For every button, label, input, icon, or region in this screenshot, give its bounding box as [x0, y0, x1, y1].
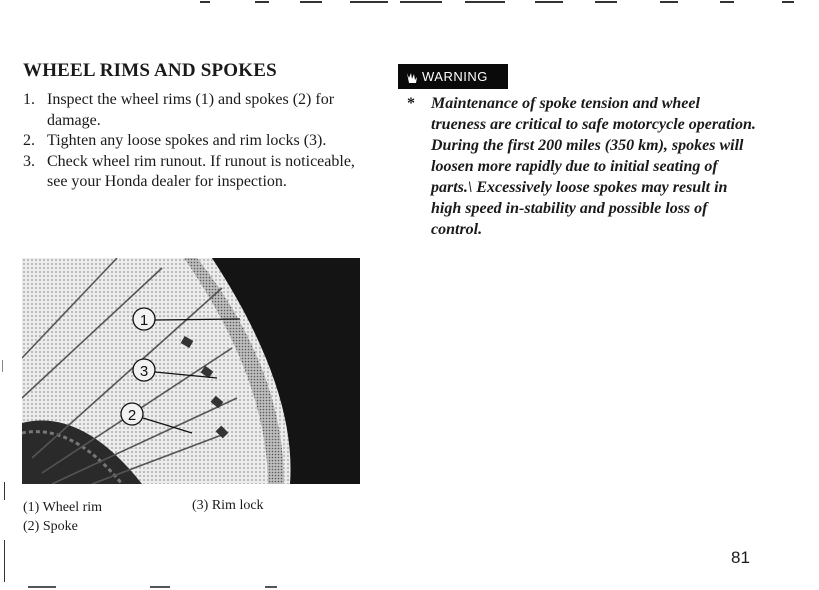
- step-number: 2.: [23, 132, 35, 149]
- warning-badge-label: WARNING: [422, 69, 488, 84]
- scan-marks-bottom: [0, 583, 819, 590]
- page-number: 81: [731, 548, 750, 567]
- warning-body: Maintenance of spoke tension and wheel trueness are critical to safe motorcycle operation. During the first 200 miles (350 km), spokes will loosen more rapidly due to initial seating of parts.\ Excessively loose spokes may result in high speed in-stability and possible loss of control.: [431, 95, 756, 238]
- warning-badge: [398, 64, 508, 89]
- scan-edge-mark: [4, 540, 5, 582]
- scan-marks-top: [0, 0, 819, 6]
- callout-3: 3: [139, 363, 149, 380]
- step-text: Check wheel rim runout. If runout is noticeable, see your Honda dealer for inspection.: [47, 152, 355, 190]
- step-item: [23, 131, 368, 152]
- caption-spoke: (2) Spoke: [23, 519, 78, 534]
- warning-hand-icon: [404, 69, 420, 85]
- warning-asterisk: *: [407, 95, 415, 112]
- caption-wheel-rim: (1) Wheel rim: [23, 500, 103, 515]
- scan-edge-mark: [4, 482, 5, 500]
- step-text: Inspect the wheel rims (1) and spokes (2) for damage.: [47, 91, 335, 129]
- caption-rim-lock: (3) Rim lock: [192, 498, 264, 513]
- wheel-photo: [22, 258, 360, 484]
- step-number: 3.: [23, 152, 35, 170]
- step-number: 1.: [23, 91, 35, 108]
- section-title: WHEEL RIMS AND SPOKES: [23, 60, 277, 81]
- callout-1: 1: [139, 312, 149, 329]
- warning-text: [407, 93, 757, 240]
- step-item: [23, 90, 368, 131]
- callout-2: 2: [127, 407, 137, 424]
- step-item: [23, 152, 368, 193]
- figure-captions: [23, 498, 102, 536]
- scan-edge-mark: [2, 360, 3, 372]
- inspection-steps: [23, 90, 368, 193]
- step-text: Tighten any loose spokes and rim locks (3).: [47, 132, 327, 149]
